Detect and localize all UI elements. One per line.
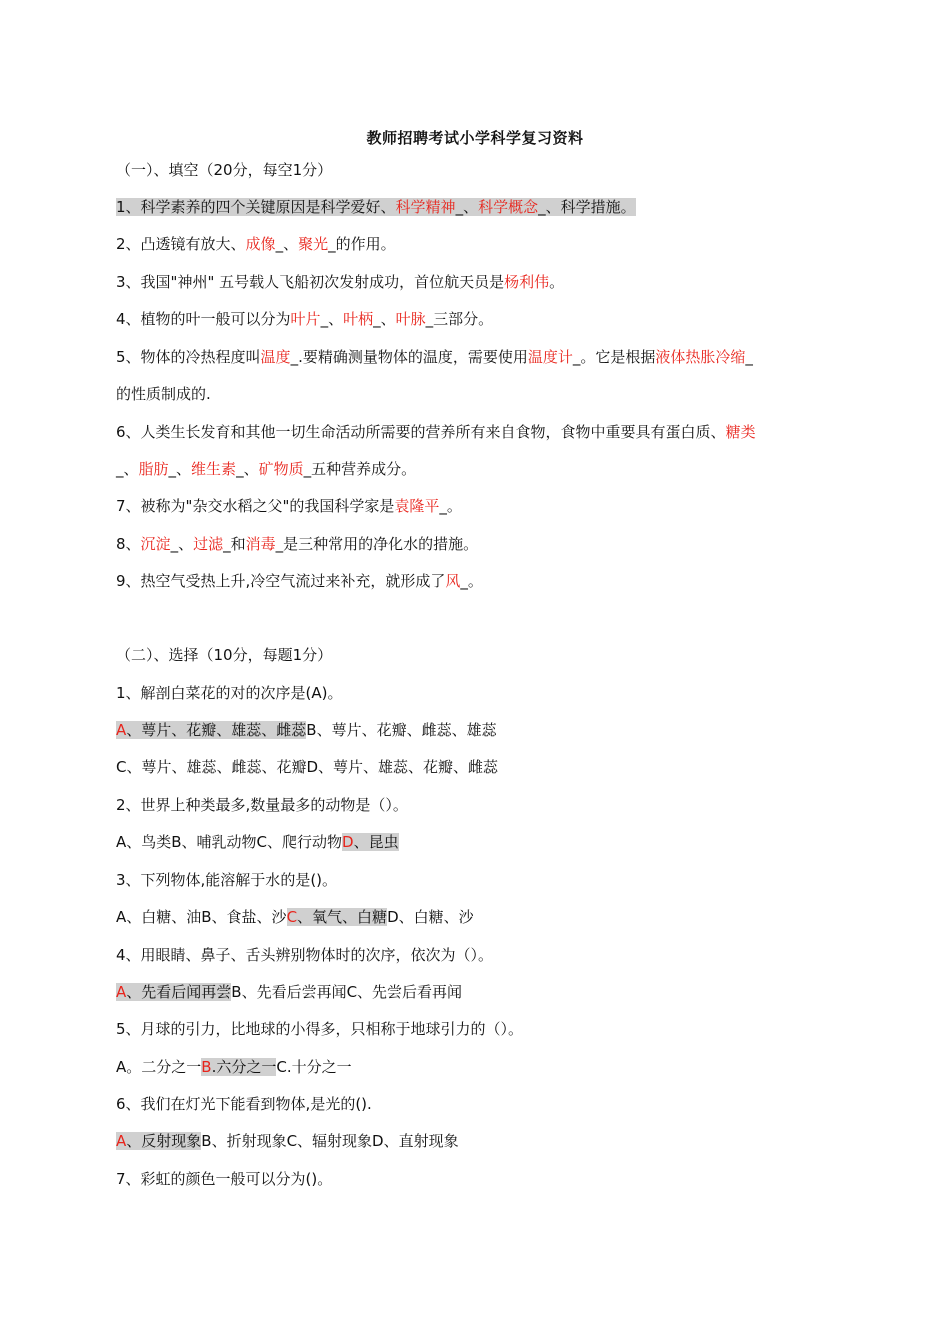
text: 1、科学素养的四个关键原因是科学爱好、: [116, 198, 396, 216]
answer: 温度: [260, 348, 291, 366]
document-title: 教师招聘考试小学科学复习资料: [366, 129, 584, 147]
answer: 杨利伟: [504, 273, 550, 291]
option-text: A、白糖、油B、食盐、沙: [116, 908, 287, 926]
text: _、: [455, 198, 479, 216]
answer: 科学精神: [395, 198, 456, 216]
answer: 袁隆平: [394, 497, 440, 515]
text: _: [745, 348, 753, 366]
answer-text: 、萼片、花瓣、雄蕊、雌蕊: [126, 721, 307, 739]
answer-letter: D: [342, 833, 354, 851]
fill-question-5: [116, 346, 753, 368]
choice-question-2-options: [116, 831, 399, 853]
option-text: B、折射现象C、辐射现象D、直射现象: [201, 1132, 459, 1150]
text: 3、我国"神州" 五号载人飞船初次发射成功，首位航天员是: [116, 273, 505, 291]
answer: 风: [445, 572, 461, 590]
answer: 科学概念: [478, 198, 539, 216]
text: 8、: [116, 535, 141, 553]
text: 2、凸透镜有放大、: [116, 235, 246, 253]
answer-text: 、氧气、白糖: [297, 908, 388, 926]
section2-heading: （二）、选择（10分，每题1分）: [116, 646, 333, 664]
option-text: A。二分之一: [116, 1058, 202, 1076]
text: _。: [439, 497, 462, 515]
text: 4、植物的叶一般可以分为: [116, 310, 291, 328]
fill-question-8: [116, 533, 478, 555]
text: 7、被称为"杂交水稻之父"的我国科学家是: [116, 497, 395, 515]
text: _、: [168, 460, 192, 478]
answer: 叶片: [290, 310, 321, 328]
fill-question-6: [116, 421, 756, 443]
text: 5、物体的冷热程度叫: [116, 348, 261, 366]
option-text: B、萼片、花瓣、雌蕊、雄蕊: [306, 721, 497, 739]
answer: 成像: [245, 235, 276, 253]
answer: 液体热胀冷缩: [655, 348, 746, 366]
text: _、: [116, 460, 139, 478]
choice-question-7: 7、彩虹的颜色一般可以分为()。: [116, 1170, 333, 1188]
text: _三部分。: [425, 310, 494, 328]
answer-text: .六分之一: [211, 1058, 277, 1076]
answer: 过滤: [193, 535, 224, 553]
choice-question-1-options-ab: [116, 719, 497, 741]
option-text: B、先看后尝再闻C、先尝后看再闻: [231, 983, 463, 1001]
answer-text: 、先看后闻再尝: [126, 983, 232, 1001]
fill-question-1: [116, 196, 636, 218]
answer-text: 、反射现象: [126, 1132, 202, 1150]
option-text: C.十分之一: [276, 1058, 352, 1076]
answer: 脂肪: [138, 460, 169, 478]
fill-question-3: [116, 271, 564, 293]
answer-text: 、昆虫: [353, 833, 399, 851]
choice-question-5: 5、月球的引力，比地球的小得多，只相称于地球引力的（）。: [116, 1020, 524, 1038]
text: _。它是根据: [572, 348, 656, 366]
answer: 消毒: [245, 535, 276, 553]
answer: 糖类: [725, 423, 756, 441]
choice-question-3: 3、下列物体,能溶解于水的是()。: [116, 871, 338, 889]
text: _、: [275, 235, 299, 253]
choice-question-2: 2、世界上种类最多,数量最多的动物是（）。: [116, 796, 408, 814]
choice-question-1: 1、解剖白菜花的对的次序是(A)。: [116, 684, 343, 702]
answer: 聚光: [298, 235, 329, 253]
text: _。: [460, 572, 483, 590]
text: 。: [549, 273, 565, 291]
option-text: D、白糖、沙: [387, 908, 474, 926]
answer: 维生素: [191, 460, 237, 478]
answer: 沉淀: [140, 535, 171, 553]
choice-question-4: 4、用眼睛、鼻子、舌头辨别物体时的次序，依次为（）。: [116, 946, 494, 964]
fill-question-6-continued: [116, 458, 416, 480]
answer: 温度计: [527, 348, 573, 366]
choice-question-6: 6、我们在灯光下能看到物体,是光的().: [116, 1095, 372, 1113]
answer-letter: A: [116, 983, 127, 1001]
text: _五种营养成分。: [303, 460, 417, 478]
fill-question-9: [116, 570, 483, 592]
choice-question-3-options: [116, 906, 474, 928]
fill-question-2: [116, 233, 396, 255]
answer-letter: A: [116, 1132, 127, 1150]
text: _、: [236, 460, 259, 478]
section1-heading: （一）、填空（20分，每空1分）: [116, 161, 333, 179]
text: _是三种常用的净化水的措施。: [275, 535, 479, 553]
fill-question-7: [116, 495, 462, 517]
choice-question-5-options: [116, 1056, 352, 1078]
text: _的作用。: [328, 235, 396, 253]
choice-question-6-options: [116, 1130, 459, 1152]
text: _、: [170, 535, 194, 553]
answer-letter: B: [201, 1058, 212, 1076]
choice-question-1-options-cd: C、萼片、雄蕊、雌蕊、花瓣D、萼片、雄蕊、花瓣、雌蕊: [116, 758, 499, 776]
answer-letter: A: [116, 721, 127, 739]
option-text: A、鸟类B、哺乳动物C、爬行动物: [116, 833, 343, 851]
text: _、科学措施。: [538, 198, 636, 216]
answer-letter: C: [286, 908, 298, 926]
text: _、: [373, 310, 396, 328]
text: 6、人类生长发育和其他一切生命活动所需要的营养所有来自食物，食物中重要具有蛋白质、: [116, 423, 726, 441]
text: _.要精确测量物体的温度，需要使用: [290, 348, 528, 366]
text: 9、热空气受热上升,冷空气流过来补充，就形成了: [116, 572, 446, 590]
text: _和: [223, 535, 246, 553]
answer: 叶柄: [343, 310, 374, 328]
answer: 矿物质: [258, 460, 304, 478]
choice-question-4-options: [116, 981, 462, 1003]
text: _、: [320, 310, 344, 328]
answer: 叶脉: [395, 310, 426, 328]
fill-question-4: [116, 308, 493, 330]
fill-question-5-continued: 的性质制成的.: [116, 385, 211, 403]
